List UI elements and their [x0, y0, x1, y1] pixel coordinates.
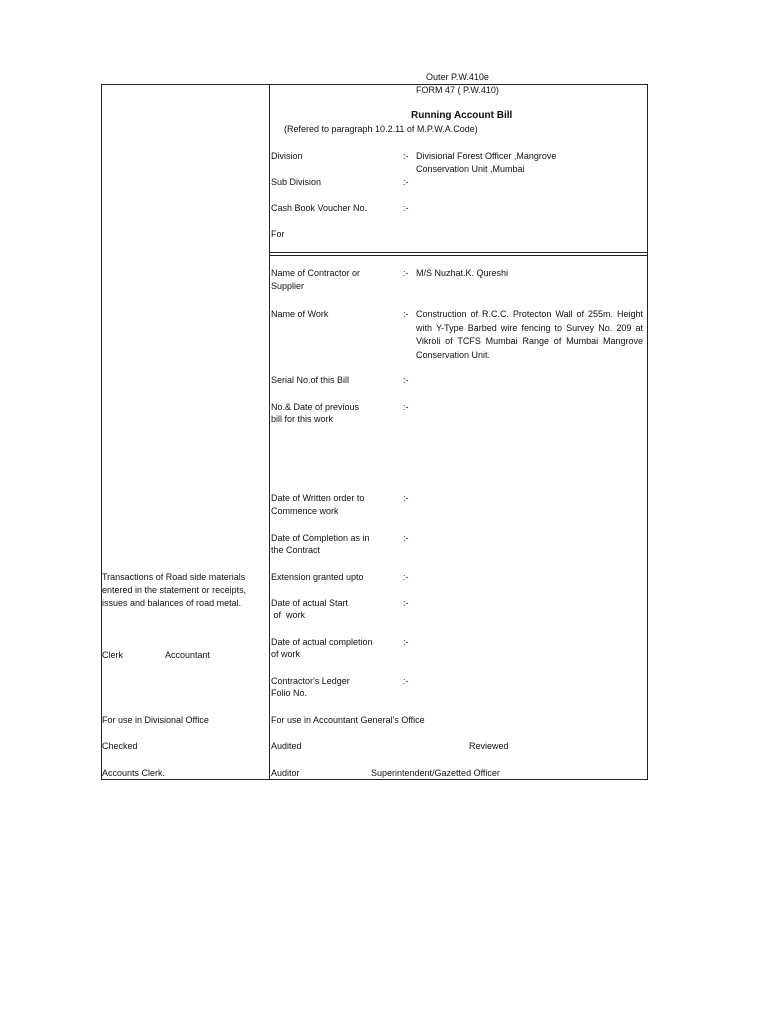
outer-form-code: Outer P.W.410e [426, 72, 489, 82]
page-title: Running Account Bill [411, 110, 513, 121]
previous-bill-label-line1: No.& Date of previous [271, 402, 360, 412]
ledger-separator: :- [403, 676, 409, 686]
actual-completion-label-line2: of work [271, 649, 301, 659]
sub-division-label: Sub Division [271, 177, 322, 187]
actual-completion-label-line1: Date of actual completion [271, 637, 373, 647]
cash-book-label: Cash Book Voucher No. [271, 203, 368, 213]
ledger-label-line2: Folio No. [271, 688, 308, 698]
division-value-line2: Conservation Unit ,Mumbai [416, 164, 525, 174]
section-divider-top [269, 252, 648, 253]
contractor-label-line1: Name of Contractor or [271, 268, 361, 278]
written-order-label-line1: Date of Written order to [271, 493, 365, 503]
serial-separator: :- [403, 375, 409, 385]
table-right-border [647, 84, 648, 780]
previous-bill-separator: :- [403, 402, 409, 412]
cash-book-separator: :- [403, 203, 409, 213]
serial-label: Serial No.of this Bill [271, 375, 350, 385]
for-label: For [271, 229, 285, 239]
extension-label: Extension granted upto [271, 572, 364, 582]
completion-contract-label-line1: Date of Completion as in [271, 533, 370, 543]
code-reference: (Refered to paragraph 10.2.11 of M.P.W.A.Code) [284, 124, 478, 134]
divisional-office-label: For use in Divisional Office [102, 715, 209, 725]
division-separator: :- [403, 151, 409, 161]
transactions-note-line1: Transactions of Road side materials [102, 572, 246, 582]
completion-contract-label-line2: the Contract [271, 545, 321, 555]
actual-start-separator: :- [403, 598, 409, 608]
section-divider-bottom [269, 255, 648, 256]
superintendent-label: Superintendent/Gazetted Officer [371, 768, 500, 778]
form-number: FORM 47 ( P.W.410) [416, 85, 499, 95]
actual-start-label-line2: of work [271, 610, 306, 620]
contractor-label-line2: Supplier [271, 281, 305, 291]
previous-bill-label-line2: bill for this work [271, 414, 334, 424]
table-left-border [101, 84, 102, 780]
table-top-border [101, 84, 648, 85]
work-separator: :- [403, 309, 409, 319]
actual-completion-separator: :- [403, 637, 409, 647]
division-value-line1: Divisional Forest Officer ,Mangrove [416, 151, 557, 161]
contractor-value: M/S Nuzhat.K. Qureshi [416, 268, 509, 278]
auditor-label: Auditor [271, 768, 300, 778]
transactions-note-line3: issues and balances of road metal. [102, 598, 242, 608]
checked-label: Checked [102, 741, 138, 751]
transactions-note-line2: entered in the statement or receipts, [102, 585, 247, 595]
written-order-label-line2: Commence work [271, 506, 339, 516]
contractor-separator: :- [403, 268, 409, 278]
work-label: Name of Work [271, 309, 329, 319]
sub-division-separator: :- [403, 177, 409, 187]
work-value: Construction of R.C.C. Protecton Wall of 255m. Height with Y-Type Barbed wire fencing to Survey No. 209 at Vikroli of TCFS Mumbai Range of Mumbai Mangrove Conservation Unit. [416, 309, 643, 360]
accountant-label: Accountant [165, 650, 211, 660]
reviewed-label: Reviewed [469, 741, 509, 751]
division-label: Division [271, 151, 303, 161]
accounts-clerk-label: Accounts Clerk. [102, 768, 166, 778]
clerk-label: Clerk [102, 650, 124, 660]
extension-separator: :- [403, 572, 409, 582]
actual-start-label-line1: Date of actual Start [271, 598, 349, 608]
written-order-separator: :- [403, 493, 409, 503]
ag-office-label: For use in Accountant General's Office [271, 715, 425, 725]
ledger-label-line1: Contractor's Ledger [271, 676, 350, 686]
completion-contract-separator: :- [403, 533, 409, 543]
column-divider [269, 84, 270, 780]
audited-label: Audited [271, 741, 302, 751]
table-bottom-border [101, 779, 648, 780]
